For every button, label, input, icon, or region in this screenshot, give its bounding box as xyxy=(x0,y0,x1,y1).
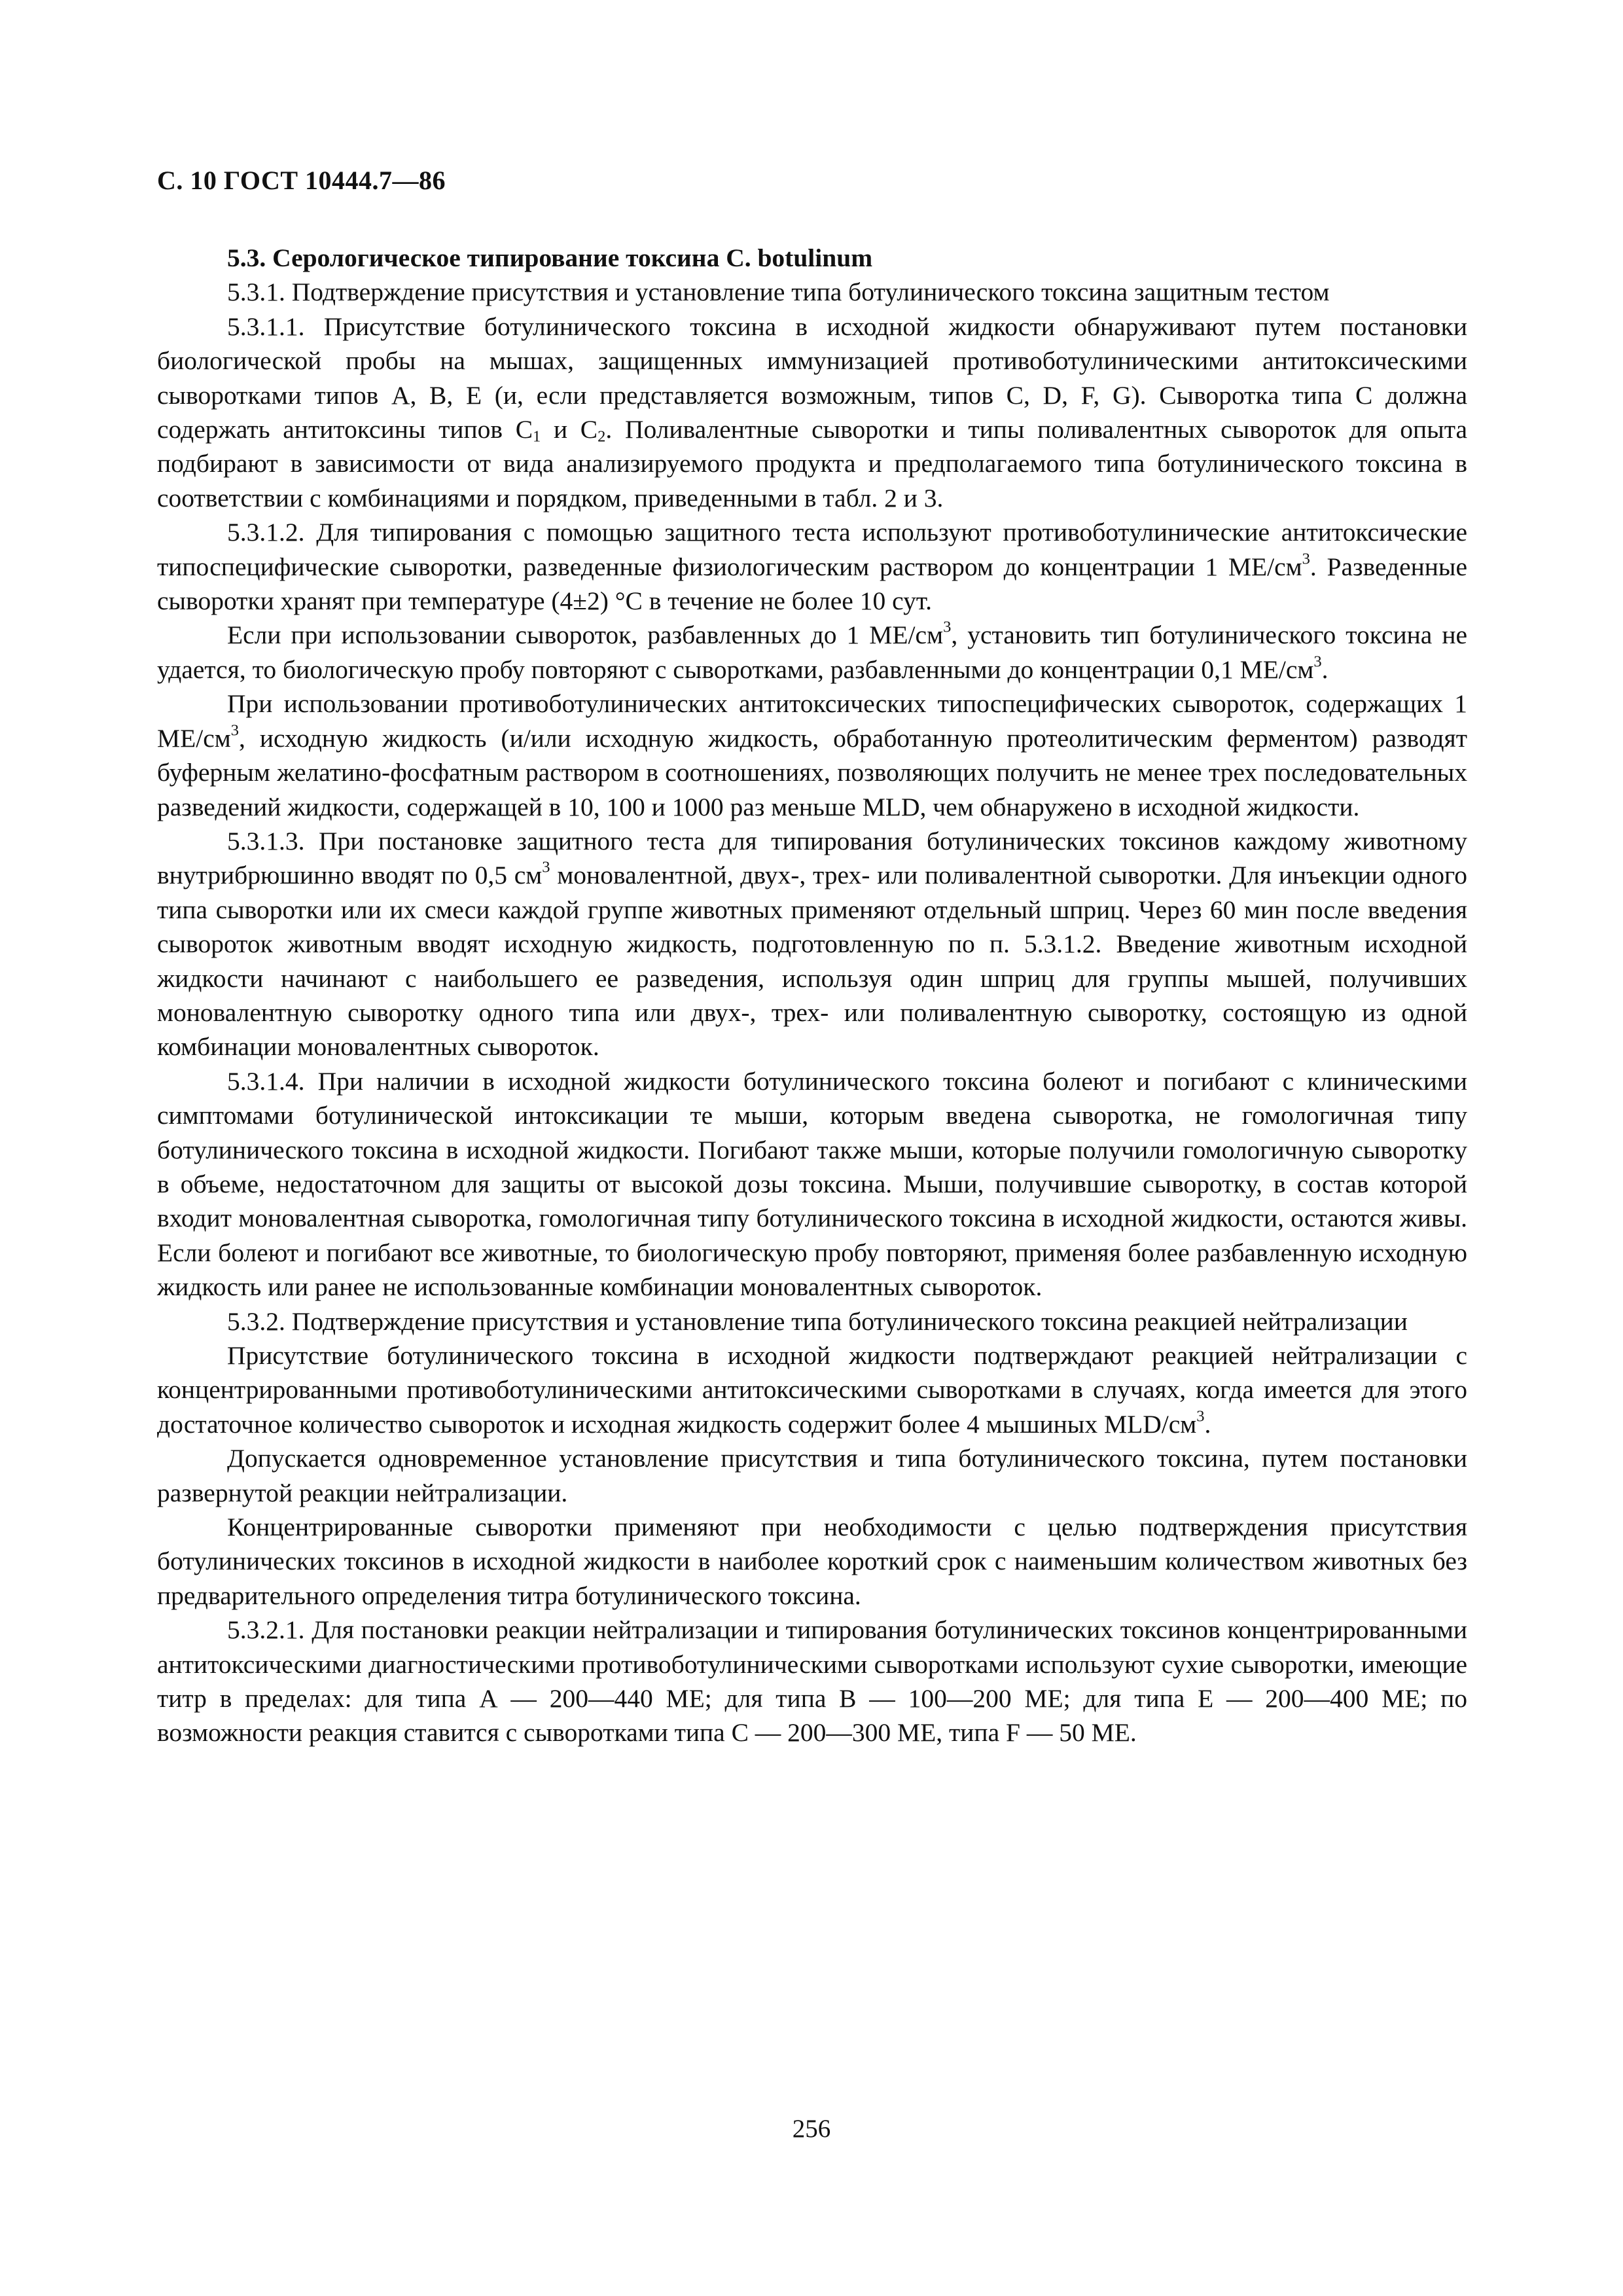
body-paragraph xyxy=(157,310,1467,515)
superscript: 3 xyxy=(230,721,240,740)
paragraph-text: 5.3.1.2. Для типирования с помощью защитного теста используют противоботулинические антитоксические типоспецифические сыворотки, разведенные физиологическим раствором до концентрации 1 МЕ/см xyxy=(157,518,1467,581)
page-number: 256 xyxy=(792,2115,831,2143)
document-body xyxy=(157,241,1467,1750)
page-header: С. 10 ГОСТ 10444.7—86 xyxy=(157,166,446,195)
paragraph-text: Допускается одновременное установление присутствия и типа ботулинического токсина, путем постановки развернутой реакции нейтрализации. xyxy=(157,1444,1467,1507)
paragraph-text: , установить тип ботулинического токсина не удается, то биологическую пробу повторяют с сыворотками, разбавленными до концентрации 0,1 МЕ/см xyxy=(157,620,1467,684)
paragraph-text: Присутствие ботулинического токсина в исходной жидкости подтверждают реакцией нейтрализации с концентрированными противоботулиническими антитоксическими сыворотками в случаях, когда имеется для этого достаточное количество сывороток и исходная жидкость содержит более 4 мышиных MLD/см xyxy=(157,1341,1467,1439)
body-paragraph xyxy=(157,1613,1467,1750)
section-heading: 5.3. Серологическое типирование токсина C. botulinum xyxy=(227,243,873,272)
paragraph-text: . xyxy=(1204,1409,1211,1439)
body-paragraph xyxy=(157,515,1467,618)
paragraph-text: . Поливалентные сыворотки и типы поливалентных сывороток для опыта подбирают в зависимости от вида анализируемого продукта и предполагаемого типа ботулинического токсина в соответствии с комбинациями и порядком, приведенными в табл. 2 и 3. xyxy=(157,415,1467,512)
paragraph-text: 5.3.1.4. При наличии в исходной жидкости ботулинического токсина болеют и погибают с клиническими симптомами ботулинической интоксикации те мыши, которым введена сыворотка, не гомологичная типу ботулинического токсина в исходной жидкости. Погибают также мыши, которые получили гомологичную сыворотку в объеме, недостаточном для защиты от высокой дозы токсина. Мыши, получившие сыворотку, в состав которой входит моновалентная сыворотка, гомологичная типу ботулинического токсина в исходной жидкости, остаются живы. Если болеют и погибают все животные, то биологическую пробу повторяют, применяя более разбавленную исходную жидкость или ранее не использованные комбинации моновалентных сывороток. xyxy=(157,1066,1467,1302)
superscript: 3 xyxy=(1313,653,1322,671)
paragraph-text: 5.3.2. Подтверждение присутствия и установление типа ботулинического токсина реакцией нейтрализации xyxy=(227,1306,1408,1336)
body-paragraph xyxy=(157,687,1467,824)
paragraph-text: 5.3.1. Подтверждение присутствия и установление типа ботулинического токсина защитным тестом xyxy=(227,278,1330,307)
paragraph-text: При использовании противоботулинических антитоксических типоспецифических сывороток, содержащих 1 МЕ/см xyxy=(157,689,1467,753)
body-paragraph xyxy=(157,618,1467,687)
body-paragraph xyxy=(157,275,1467,309)
body-paragraph xyxy=(157,1338,1467,1441)
paragraph-text: Концентрированные сыворотки применяют при необходимости с целью подтверждения присутствия ботулинических токсинов в исходной жидкости в наиболее короткий срок с наименьшим количеством животных без предварительного определения титра ботулинического токсина. xyxy=(157,1513,1467,1610)
paragraph-text: 5.3.1.1. Присутствие ботулинического токсина в исходной жидкости обнаруживают путем постановки биологической пробы на мышах, защищенных иммунизацией противоботулиническими антитоксическими сыворотками типов А, В, Е (и, если представляется возможным, типов С, D, F, G). Сыворотка типа С должна содержать антитоксины типов С xyxy=(157,312,1467,444)
body-paragraph xyxy=(157,1441,1467,1510)
subscript: 2 xyxy=(597,427,606,446)
superscript: 3 xyxy=(1196,1407,1205,1426)
superscript: 3 xyxy=(542,858,550,876)
paragraph-text: 5.3.2.1. Для постановки реакции нейтрализации и типирования ботулинических токсинов концентрированными антитоксическими диагностическими противоботулиническими сыворотками используют сухие сыворотки, имеющие титр в пределах: для типа А — 200—440 МЕ; для типа В — 100—200 МЕ; для типа Е — 200—400 МЕ; по возможности реакция ставится с сыворотками типа С — 200—300 МЕ, типа F — 50 МЕ. xyxy=(157,1615,1467,1748)
paragraph-list xyxy=(157,275,1467,1749)
body-paragraph xyxy=(157,824,1467,1064)
body-paragraph xyxy=(157,1064,1467,1304)
subscript: 1 xyxy=(533,427,541,446)
paragraph-text: Если при использовании сывороток, разбавленных до 1 МЕ/см xyxy=(227,620,944,650)
paragraph-text: . Разведенные сыворотки хранят при температуре (4±2) °С в течение не более 10 сут. xyxy=(157,552,1467,616)
paragraph-text: моновалентной, двух-, трех- или поливалентной сыворотки. Для инъекции одного типа сыворотки или их смеси каждой группе животных применяют отдельный шприц. Через 60 мин после введения сывороток животным вводят исходную жидкость, подготовленную по п. 5.3.1.2. Введение животным исходной жидкости начинают с наибольшего ее разведения, используя один шприц для группы мышей, получивших моновалентную сыворотку одного типа или двух-, трех- или поливалентную сыворотку, состоящую из одной комбинации моновалентных сывороток. xyxy=(157,861,1467,1062)
body-paragraph xyxy=(157,1510,1467,1613)
body-paragraph xyxy=(157,1304,1467,1338)
paragraph-text: . xyxy=(1321,655,1329,684)
superscript: 3 xyxy=(1302,550,1310,568)
paragraph-text: , исходную жидкость (и/или исходную жидкость, обработанную протеолитическим ферментом) разводят буферным желатино-фосфатным раствором в соотношениях, позволяющих получить не менее трех последовательных разведений жидкости, содержащей в 10, 100 и 1000 раз меньше MLD, чем обнаружено в исходной жидкости. xyxy=(157,723,1467,821)
paragraph-text: и С xyxy=(541,415,598,444)
paragraph-text: 5.3.1.3. При постановке защитного теста для типирования ботулинических токсинов каждому животному внутрибрюшинно вводят по 0,5 см xyxy=(157,826,1467,890)
superscript: 3 xyxy=(943,618,952,636)
